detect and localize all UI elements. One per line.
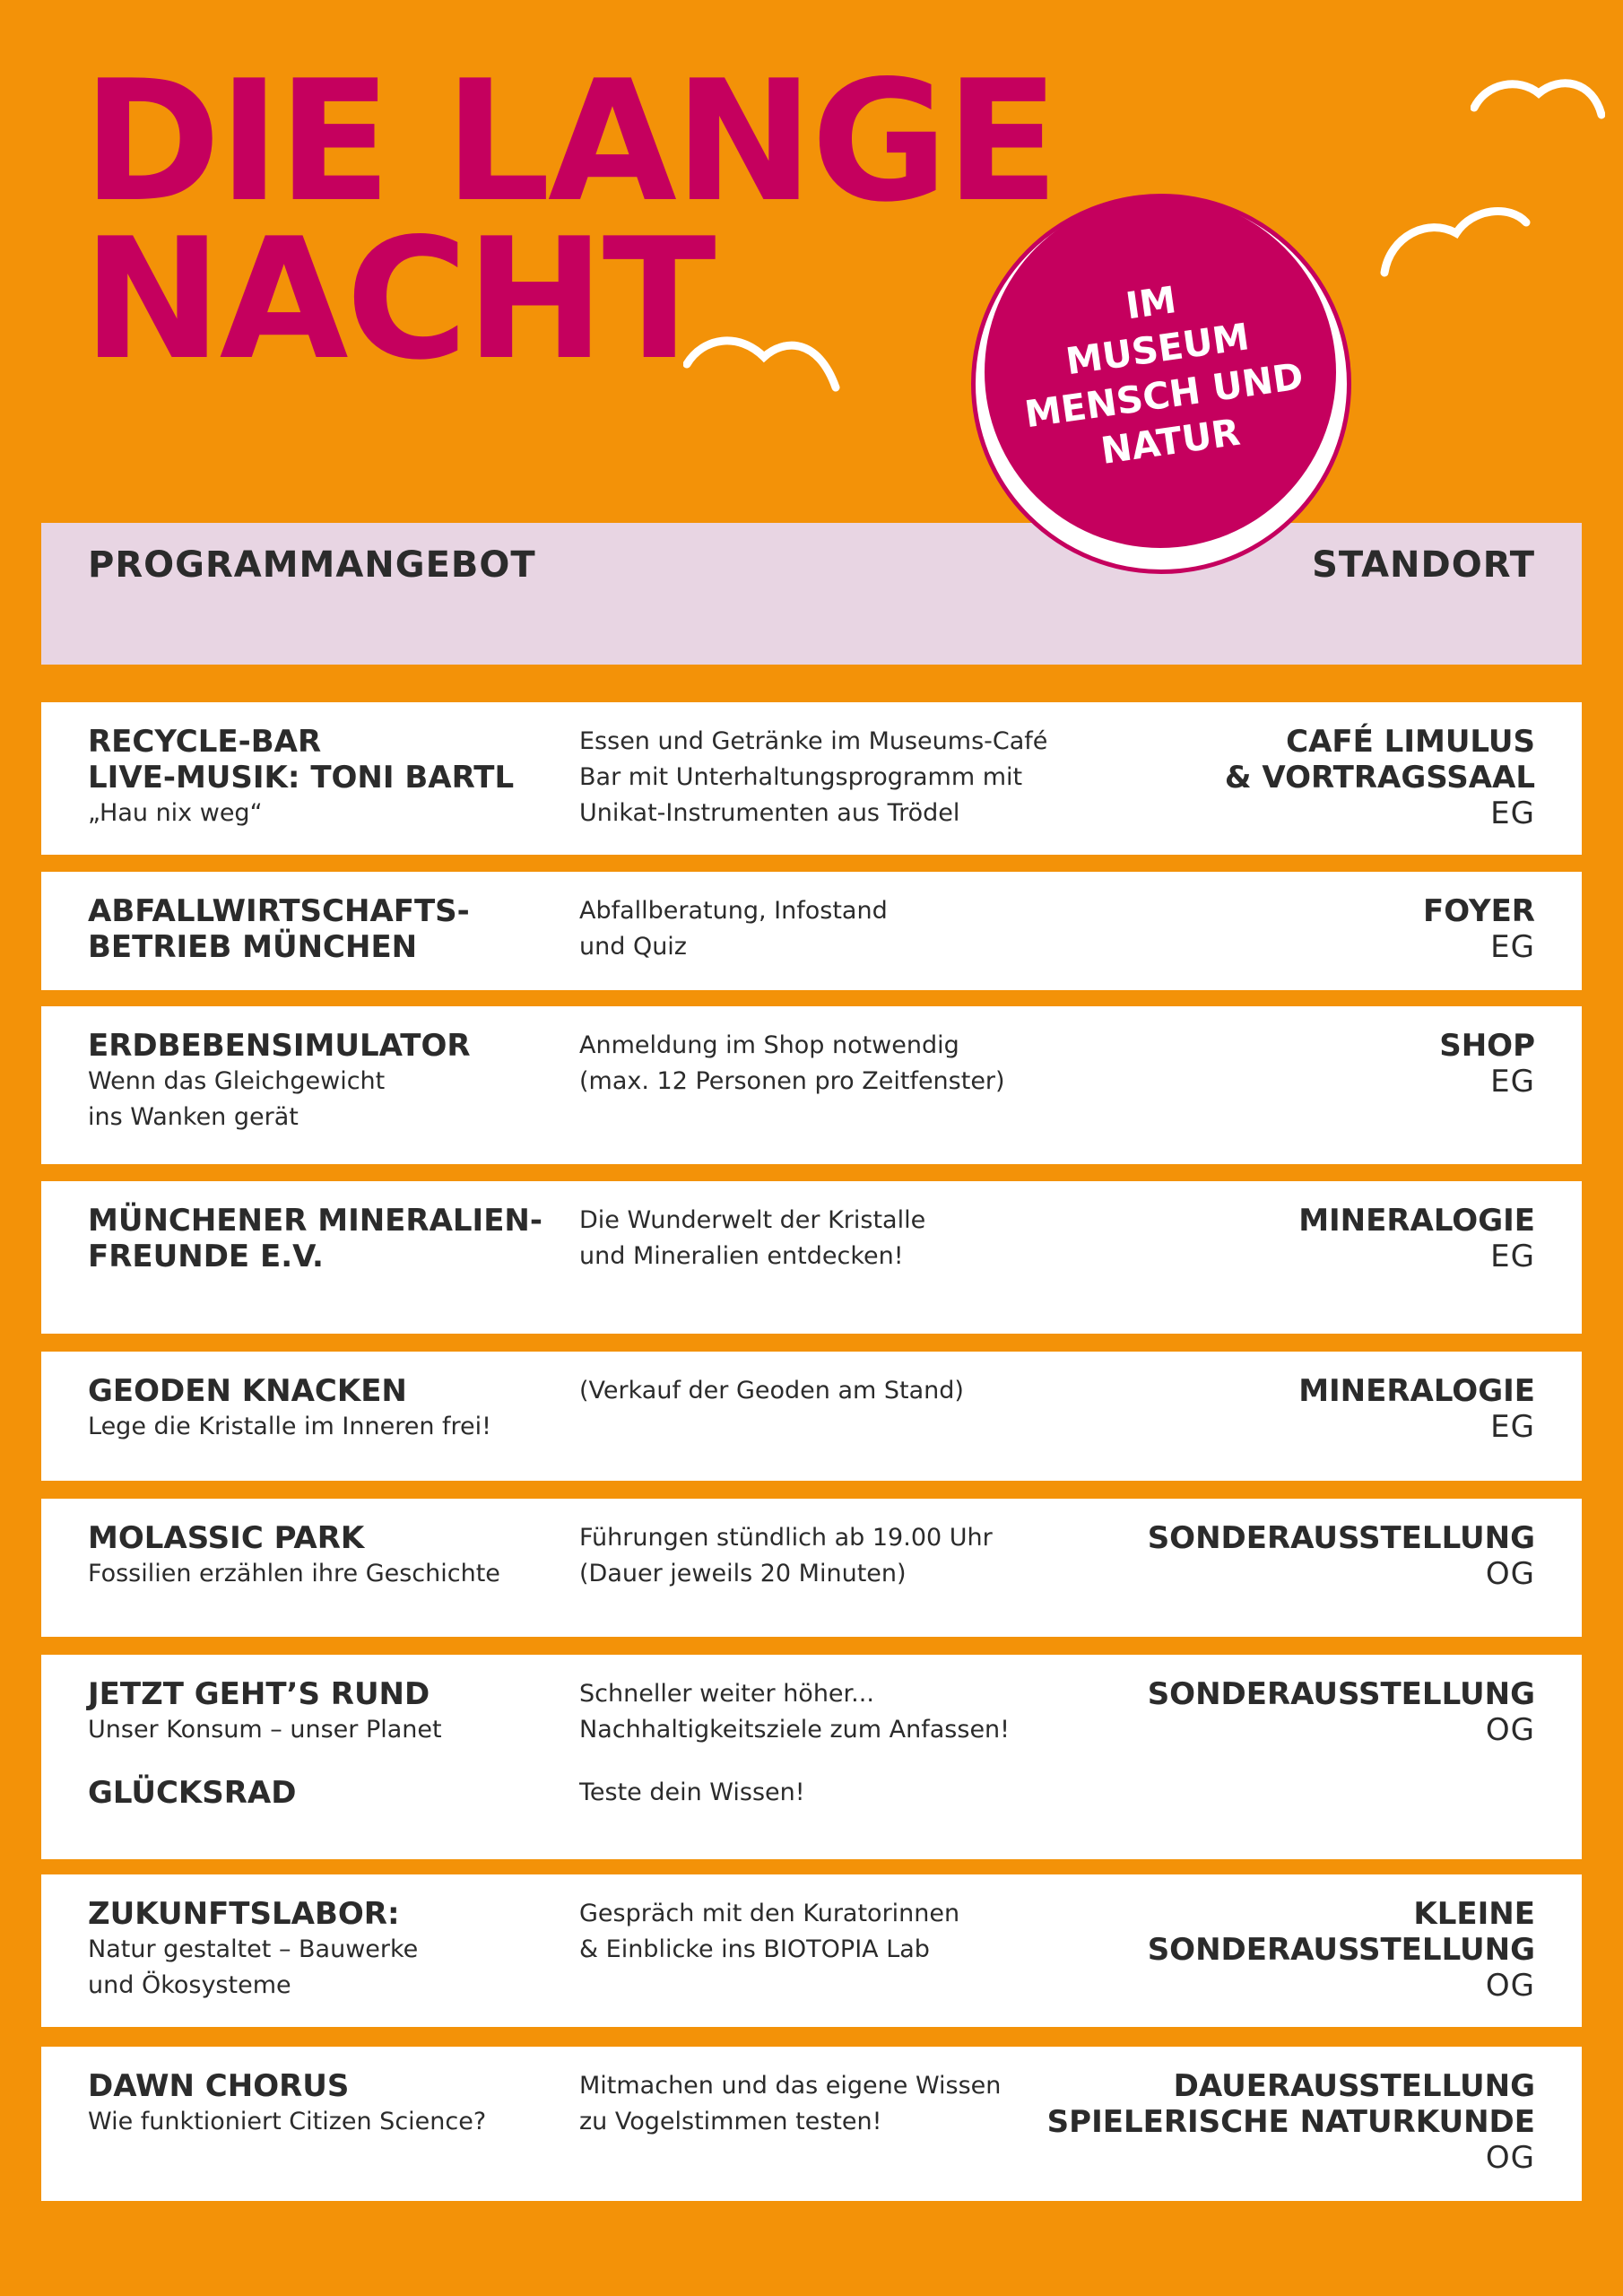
location-name: DAUERAUSSTELLUNG (1173, 2068, 1535, 2104)
program-location (997, 2068, 1535, 2176)
program-title-cell (88, 2068, 572, 2140)
program-title: GEODEN KNACKEN (88, 1373, 407, 1409)
program-row (41, 872, 1582, 990)
program-subtitle: Lege die Kristalle im Inneren frei! (88, 1413, 491, 1440)
location-name: SPIELERISCHE NATURKUNDE (1046, 2104, 1535, 2140)
location-floor: EG (1490, 929, 1535, 965)
program-title-cell (88, 893, 572, 965)
description-line: Bar mit Unterhaltungsprogramm mit (579, 763, 1023, 791)
description-line: Schneller weiter höher... (579, 1680, 874, 1708)
location-floor: EG (1490, 796, 1535, 831)
location-floor: OG (1485, 2140, 1535, 2176)
badge-text: IM MUSEUM MENSCH UND NATUR (1021, 278, 1306, 473)
program-title: RECYCLE-BAR (88, 724, 322, 760)
description-line: (max. 12 Personen pro Zeitfenster) (579, 1067, 1005, 1095)
location-name: SHOP (1439, 1028, 1535, 1064)
location-name: SONDERAUSSTELLUNG (1147, 1676, 1535, 1712)
program-row (41, 1499, 1582, 1637)
program-row (41, 1874, 1582, 2027)
location-floor: OG (1485, 1556, 1535, 1592)
location-floor: EG (1490, 1064, 1535, 1100)
location-name: MINERALOGIE (1298, 1203, 1535, 1239)
program-title: MÜNCHENER MINERALIEN- (88, 1203, 542, 1239)
location-floor: OG (1485, 1968, 1535, 2004)
program-title-cell (88, 1373, 572, 1445)
program-subtitle: Wie funktioniert Citizen Science? (88, 2108, 487, 2135)
program-title: DAWN CHORUS (88, 2068, 350, 2104)
bird-icon (1471, 72, 1605, 120)
program-location (997, 1520, 1535, 1592)
program-row (41, 1655, 1582, 1859)
description-line: Abfallberatung, Infostand (579, 897, 888, 925)
description-line: zu Vogelstimmen testen! (579, 2108, 882, 2135)
program-title: LIVE-MUSIK: TONI BARTL (88, 760, 515, 796)
title-line-1: DIE LANGE (82, 44, 1057, 239)
program-subtitle: Fossilien erzählen ihre Geschichte (88, 1560, 500, 1587)
program-title: FREUNDE E.V. (88, 1239, 324, 1274)
program-subtitle: „Hau nix weg“ (88, 799, 263, 827)
description-line: Anmeldung im Shop notwendig (579, 1031, 959, 1059)
program-subtitle: Unser Konsum – unser Planet (88, 1716, 442, 1744)
location-name: & VORTRAGSSAAL (1224, 760, 1535, 796)
location-name: SONDERAUSSTELLUNG (1147, 1520, 1535, 1556)
location-name: SONDERAUSSTELLUNG (1147, 1932, 1535, 1968)
description-line: und Quiz (579, 933, 687, 961)
header-location: STANDORT (1312, 544, 1535, 586)
program-title-cell (88, 1896, 572, 2004)
description-line: (Dauer jeweils 20 Minuten) (579, 1560, 907, 1587)
program-row (41, 1006, 1582, 1164)
location-name: CAFÉ LIMULUS (1286, 724, 1535, 760)
program-location (997, 1896, 1535, 2004)
description-line: Nachhaltigkeitsziele zum Anfassen! (579, 1716, 1010, 1744)
location-floor: EG (1490, 1239, 1535, 1274)
location-name: KLEINE (1413, 1896, 1535, 1932)
program-title-cell (88, 1520, 572, 1592)
description-line: & Einblicke ins BIOTOPIA Lab (579, 1935, 930, 1963)
program-title: JETZT GEHT’S RUND (88, 1676, 430, 1712)
program-title: ABFALLWIRTSCHAFTS- (88, 893, 470, 929)
program-subtitle: und Ökosysteme (88, 1971, 291, 1999)
program-row (41, 702, 1582, 855)
program-title-cell (88, 1676, 572, 1811)
bird-icon (683, 325, 841, 396)
program-title: GLÜCKSRAD (88, 1775, 297, 1811)
location-floor: OG (1485, 1712, 1535, 1748)
museum-badge (985, 196, 1336, 548)
description-line: Gespräch mit den Kuratorinnen (579, 1900, 960, 1927)
location-floor: EG (1490, 1409, 1535, 1445)
description-line: und Mineralien entdecken! (579, 1242, 904, 1270)
description-line: Essen und Getränke im Museums-Café (579, 727, 1048, 755)
program-subtitle: ins Wanken gerät (88, 1103, 299, 1131)
program-title: BETRIEB MÜNCHEN (88, 929, 418, 965)
program-title-cell (88, 1203, 572, 1274)
location-name: MINERALOGIE (1298, 1373, 1535, 1409)
description-line: Teste dein Wissen! (579, 1779, 805, 1806)
description-line: Die Wunderwelt der Kristalle (579, 1206, 926, 1234)
program-title-cell (88, 1028, 572, 1135)
program-row (41, 1181, 1582, 1334)
description-line: Führungen stündlich ab 19.00 Uhr (579, 1524, 993, 1552)
program-location (997, 1676, 1535, 1748)
program-location (997, 1028, 1535, 1100)
title-line-2: NACHT (82, 202, 714, 396)
description-line: Unikat-Instrumenten aus Trödel (579, 799, 960, 827)
program-title-cell (88, 724, 572, 831)
program-row (41, 1352, 1582, 1481)
program-title: ERDBEBENSIMULATOR (88, 1028, 471, 1064)
description-line: Mitmachen und das eigene Wissen (579, 2072, 1002, 2100)
bird-icon (1379, 194, 1532, 280)
description-line: (Verkauf der Geoden am Stand) (579, 1377, 964, 1405)
program-title: ZUKUNFTSLABOR: (88, 1896, 400, 1932)
program-subtitle: Natur gestaltet – Bauwerke (88, 1935, 419, 1963)
program-location (997, 1373, 1535, 1445)
program-subtitle: Wenn das Gleichgewicht (88, 1067, 386, 1095)
page-title (82, 44, 1057, 396)
program-location (997, 724, 1535, 831)
location-name: FOYER (1423, 893, 1535, 929)
program-location (997, 893, 1535, 965)
program-row (41, 2047, 1582, 2201)
program-location (997, 1203, 1535, 1274)
header-program: PROGRAMMANGEBOT (88, 544, 536, 586)
program-title: MOLASSIC PARK (88, 1520, 365, 1556)
